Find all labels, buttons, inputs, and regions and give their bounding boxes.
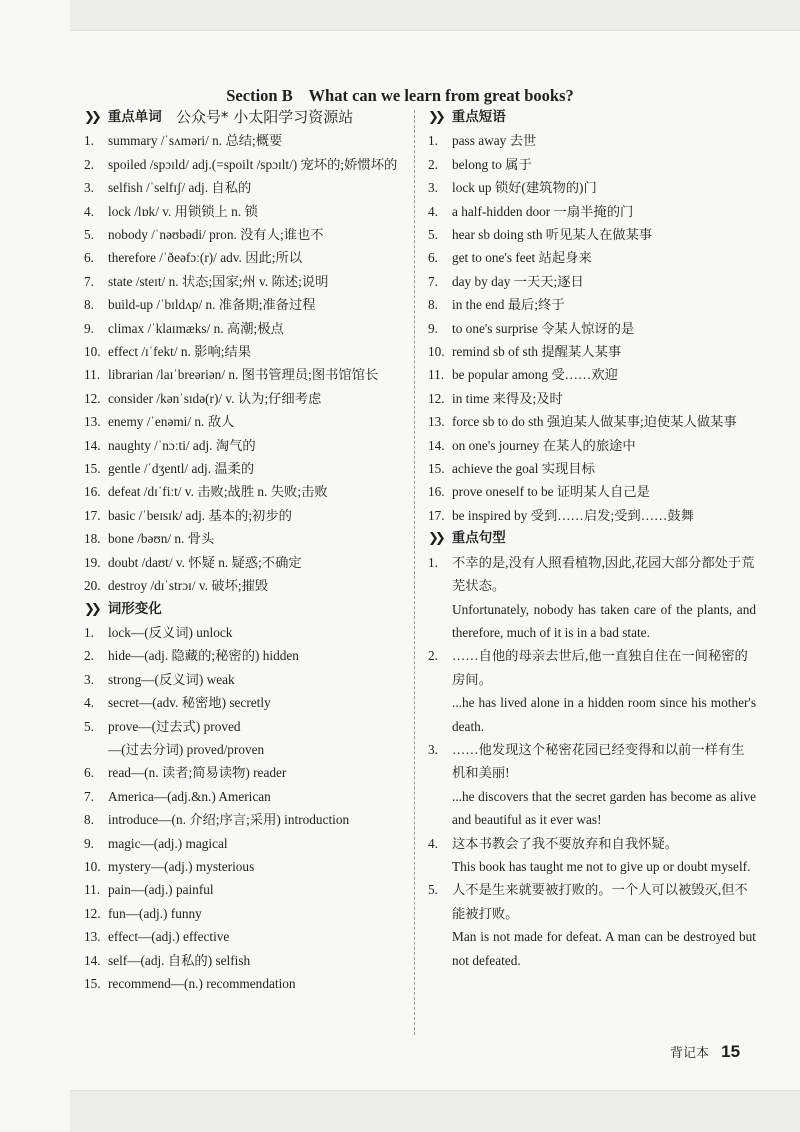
item-number: 11.	[84, 882, 101, 898]
item-text: lock up 锁好(建筑物的)门	[452, 180, 597, 196]
word-form-item	[84, 902, 404, 925]
item-text: selfish /ˈselfɪʃ/ adj. 自私的	[108, 180, 252, 196]
item-text: belong to 属于	[452, 156, 532, 172]
item-number: 1.	[428, 554, 438, 570]
sentence-chinese: ……他发现这个秘密花园已经变得和以前一样有生机和美丽!	[452, 741, 745, 781]
item-number: 7.	[84, 788, 94, 804]
item-number: 1.	[84, 133, 94, 149]
sentences-list	[428, 551, 756, 972]
item-text: in time 来得及;及时	[452, 390, 563, 406]
phrase-item	[428, 434, 756, 457]
item-number: 2.	[428, 156, 438, 172]
item-text: lock /lɒk/ v. 用锁锁上 n. 锁	[108, 203, 258, 219]
sentence-item	[428, 644, 756, 738]
item-text: introduce—(n. 介绍;序言;采用) introduction	[108, 812, 350, 828]
item-number	[84, 738, 108, 761]
item-text: America—(adj.&n.) American	[108, 788, 271, 804]
item-text: to one's surprise 令某人惊讶的是	[452, 320, 635, 336]
vocab-item	[84, 270, 404, 293]
word-form-item	[84, 715, 404, 738]
phrase-item	[428, 317, 756, 340]
sentence-chinese: 这本书教会了我不要放弃和自我怀疑。	[452, 835, 679, 851]
item-text: prove—(过去式) proved	[108, 718, 241, 734]
item-text: force sb to do sth 强迫某人做某事;迫使某人做某事	[452, 414, 737, 430]
sentence-chinese: 不幸的是,没有人照看植物,因此,花园大部分都处于荒芜状态。	[452, 554, 755, 594]
word-form-item	[84, 644, 404, 667]
vocab-item	[84, 551, 404, 574]
double-chevron-icon: ❯❯	[84, 601, 98, 617]
item-number: 8.	[84, 297, 94, 313]
vocab-item	[84, 340, 404, 363]
section-question: What can we learn from great books?	[308, 86, 574, 105]
item-text: on one's journey 在某人的旅途中	[452, 437, 636, 453]
item-text: nobody /ˈnəʊbədi/ pron. 没有人;谁也不	[108, 227, 324, 243]
item-number: 2.	[428, 648, 438, 664]
phrase-item	[428, 410, 756, 433]
vocab-item	[84, 223, 404, 246]
column-divider	[414, 110, 415, 1035]
vocab-item	[84, 200, 404, 223]
item-number: 2.	[84, 156, 94, 172]
vocab-item	[84, 387, 404, 410]
item-number: 8.	[428, 297, 438, 313]
phrase-item	[428, 480, 756, 503]
word-form-item	[84, 972, 404, 995]
item-number: 11.	[84, 367, 101, 383]
item-number: 13.	[428, 414, 445, 430]
forms-list	[84, 621, 404, 996]
item-text: build-up /ˈbɪldʌp/ n. 准备期;准备过程	[108, 297, 316, 313]
item-number: 4.	[84, 203, 94, 219]
item-text: pass away 去世	[452, 133, 537, 149]
item-text: summary /ˈsʌməri/ n. 总结;概要	[108, 133, 283, 149]
item-text: fun—(adj.) funny	[108, 905, 202, 921]
item-number: 10.	[428, 344, 445, 360]
item-number: 12.	[84, 390, 101, 406]
item-number: 3.	[428, 741, 438, 757]
item-number: 17.	[84, 507, 101, 523]
item-number: 1.	[84, 624, 94, 640]
word-form-item	[84, 808, 404, 831]
item-text: —(过去分词) proved/proven	[108, 741, 265, 757]
vocab-item	[84, 176, 404, 199]
phrases-list	[428, 129, 756, 527]
vocab-heading: ❯❯ 重点单词	[84, 106, 404, 129]
item-number: 6.	[84, 765, 94, 781]
item-number: 10.	[84, 858, 101, 874]
item-text: lock—(反义词) unlock	[108, 624, 233, 640]
item-text: secret—(adv. 秘密地) secretly	[108, 695, 271, 711]
vocab-item	[84, 317, 404, 340]
item-text: prove oneself to be 证明某人自己是	[452, 484, 650, 500]
item-number: 5.	[84, 227, 94, 243]
item-number: 15.	[428, 461, 445, 477]
vocab-item	[84, 363, 404, 386]
word-form-item	[84, 738, 404, 761]
item-text: be inspired by 受到……启发;受到……鼓舞	[452, 507, 694, 523]
item-text: in the end 最后;终于	[452, 297, 565, 313]
word-form-item	[84, 878, 404, 901]
item-number: 12.	[428, 390, 445, 406]
item-number: 14.	[84, 437, 101, 453]
item-text: naughty /ˈnɔːti/ adj. 淘气的	[108, 437, 256, 453]
sentence-chinese: ……自他的母亲去世后,他一直独自住在一间秘密的房间。	[452, 648, 748, 687]
item-number: 14.	[84, 952, 101, 968]
footer-label: 背记本	[670, 1046, 710, 1061]
item-number: 12.	[84, 905, 101, 921]
item-number: 9.	[84, 320, 94, 336]
item-number: 6.	[84, 250, 94, 266]
vocab-item	[84, 480, 404, 503]
word-form-item	[84, 925, 404, 948]
item-text: defeat /dɪˈfiːt/ v. 击败;战胜 n. 失败;击败	[108, 484, 328, 500]
phrase-item	[428, 246, 756, 269]
item-number: 16.	[84, 484, 101, 500]
vocab-item	[84, 504, 404, 527]
item-number: 4.	[84, 695, 94, 711]
sentence-item	[428, 551, 756, 645]
watermark: 公众号* 小太阳学习资源站	[176, 108, 354, 126]
word-form-item	[84, 621, 404, 644]
item-number: 5.	[428, 882, 438, 898]
sentences-heading: ❯❯ 重点句型	[428, 527, 756, 550]
sentence-english: ...he discovers that the secret garden has become as alive and beautiful as it ever was!	[452, 788, 756, 828]
item-number: 13.	[84, 414, 101, 430]
item-text: be popular among 受……欢迎	[452, 367, 618, 383]
item-text: hear sb doing sth 听见某人在做某事	[452, 227, 653, 243]
item-text: pain—(adj.) painful	[108, 882, 214, 898]
word-form-item	[84, 785, 404, 808]
item-text: librarian /laɪˈbreəriən/ n. 图书管理员;图书馆馆长	[108, 367, 379, 383]
item-text: destroy /dɪˈstrɔɪ/ v. 破坏;摧毁	[108, 578, 269, 594]
word-form-item	[84, 949, 404, 972]
section-label: Section B	[226, 86, 293, 105]
item-text: get to one's feet 站起身来	[452, 250, 592, 266]
item-number: 18.	[84, 531, 101, 547]
phrase-item	[428, 504, 756, 527]
item-number: 16.	[428, 484, 445, 500]
bottom-band	[70, 1090, 800, 1132]
item-text: effect—(adj.) effective	[108, 929, 230, 945]
phrase-item	[428, 223, 756, 246]
item-number: 9.	[84, 835, 94, 851]
item-number: 4.	[428, 203, 438, 219]
phrase-item	[428, 270, 756, 293]
item-number: 4.	[428, 835, 438, 851]
vocab-item	[84, 574, 404, 597]
vocab-item	[84, 527, 404, 550]
item-text: therefore /ˈðeəfɔː(r)/ adv. 因此;所以	[108, 250, 303, 266]
item-number: 20.	[84, 578, 101, 594]
sentence-english: Unfortunately, nobody has taken care of the plants, and therefore, much of it is in a bad state.	[452, 601, 756, 640]
phrase-item	[428, 363, 756, 386]
item-text: climax /ˈklaɪmæks/ n. 高潮;极点	[108, 320, 284, 336]
item-text: enemy /ˈenəmi/ n. 敌人	[108, 414, 235, 430]
sentence-item	[428, 878, 756, 972]
item-text: self—(adj. 自私的) selfish	[108, 952, 251, 968]
left-column	[84, 106, 404, 995]
item-number: 2.	[84, 648, 94, 664]
item-text: effect /ɪˈfekt/ n. 影响;结果	[108, 344, 252, 360]
phrase-item	[428, 387, 756, 410]
item-number: 11.	[428, 367, 445, 383]
phrase-item	[428, 176, 756, 199]
phrase-item	[428, 153, 756, 176]
item-number: 8.	[84, 812, 94, 828]
phrase-item	[428, 129, 756, 152]
page-footer	[670, 1042, 740, 1062]
item-text: magic—(adj.) magical	[108, 835, 228, 851]
item-text: read—(n. 读者;简易读物) reader	[108, 765, 287, 781]
item-number: 3.	[84, 180, 94, 196]
phrase-item	[428, 200, 756, 223]
item-number: 3.	[428, 180, 438, 196]
word-form-item	[84, 855, 404, 878]
sentence-english: Man is not made for defeat. A man can be destroyed but not defeated.	[452, 929, 756, 968]
double-chevron-icon: ❯❯	[428, 531, 442, 547]
page-number: 15	[721, 1042, 741, 1061]
item-number: 10.	[84, 344, 101, 360]
phrase-item	[428, 340, 756, 363]
item-number: 15.	[84, 461, 101, 477]
item-text: recommend—(n.) recommendation	[108, 976, 296, 991]
item-text: hide—(adj. 隐藏的;秘密的) hidden	[108, 648, 299, 664]
right-column	[428, 106, 756, 972]
item-number: 9.	[428, 320, 438, 336]
item-number: 5.	[84, 718, 94, 734]
item-text: gentle /ˈdʒentl/ adj. 温柔的	[108, 461, 255, 477]
item-text: consider /kənˈsɪdə(r)/ v. 认为;仔细考虑	[108, 390, 322, 406]
item-text: achieve the goal 实现目标	[452, 461, 595, 477]
sentence-chinese: 人不是生来就要被打败的。一个人可以被毁灭,但不能被打败。	[452, 882, 748, 921]
vocab-item	[84, 410, 404, 433]
vocab-item	[84, 153, 404, 176]
item-text: bone /bəʊn/ n. 骨头	[108, 531, 215, 547]
word-form-item	[84, 832, 404, 855]
sentence-english: This book has taught me not to give up or doubt myself.	[452, 858, 751, 874]
item-number: 17.	[428, 507, 445, 523]
item-number: 3.	[84, 671, 94, 687]
phrase-item	[428, 457, 756, 480]
word-form-item	[84, 761, 404, 784]
item-text: state /steɪt/ n. 状态;国家;州 v. 陈述;说明	[108, 273, 329, 289]
item-number: 1.	[428, 133, 438, 149]
item-text: basic /ˈbeɪsɪk/ adj. 基本的;初步的	[108, 507, 292, 523]
item-number: 6.	[428, 250, 438, 266]
item-number: 7.	[428, 273, 438, 289]
double-chevron-icon: ❯❯	[428, 110, 442, 125]
vocab-item	[84, 434, 404, 457]
item-text: remind sb of sth 提醒某人某事	[452, 344, 622, 360]
top-band	[70, 0, 800, 31]
phrase-item	[428, 293, 756, 316]
sentence-item	[428, 832, 756, 879]
item-number: 14.	[428, 437, 445, 453]
item-number: 5.	[428, 227, 438, 243]
word-form-item	[84, 691, 404, 714]
item-text: strong—(反义词) weak	[108, 671, 235, 687]
vocab-list	[84, 129, 404, 597]
item-text: day by day 一天天;逐日	[452, 273, 584, 289]
page-title	[0, 86, 800, 106]
sentence-item	[428, 738, 756, 832]
vocab-item	[84, 129, 404, 152]
item-text: mystery—(adj.) mysterious	[108, 858, 255, 874]
double-chevron-icon: ❯❯	[84, 110, 98, 125]
item-number: 19.	[84, 554, 101, 570]
item-number: 15.	[84, 976, 101, 991]
item-number: 13.	[84, 929, 101, 945]
vocab-item	[84, 246, 404, 269]
sentence-english: ...he has lived alone in a hidden room since his mother's death.	[452, 695, 756, 734]
word-form-item	[84, 668, 404, 691]
forms-heading: ❯❯ 词形变化	[84, 598, 404, 621]
item-text: spoiled /spɔɪld/ adj.(=spoilt /spɔɪlt/) 宠坏的;娇惯坏的	[108, 156, 398, 172]
item-number: 7.	[84, 273, 94, 289]
item-text: a half-hidden door 一扇半掩的门	[452, 203, 634, 219]
phrases-heading: ❯❯ 重点短语	[428, 106, 756, 129]
vocab-item	[84, 293, 404, 316]
item-text: doubt /daʊt/ v. 怀疑 n. 疑惑;不确定	[108, 554, 302, 570]
vocab-item	[84, 457, 404, 480]
